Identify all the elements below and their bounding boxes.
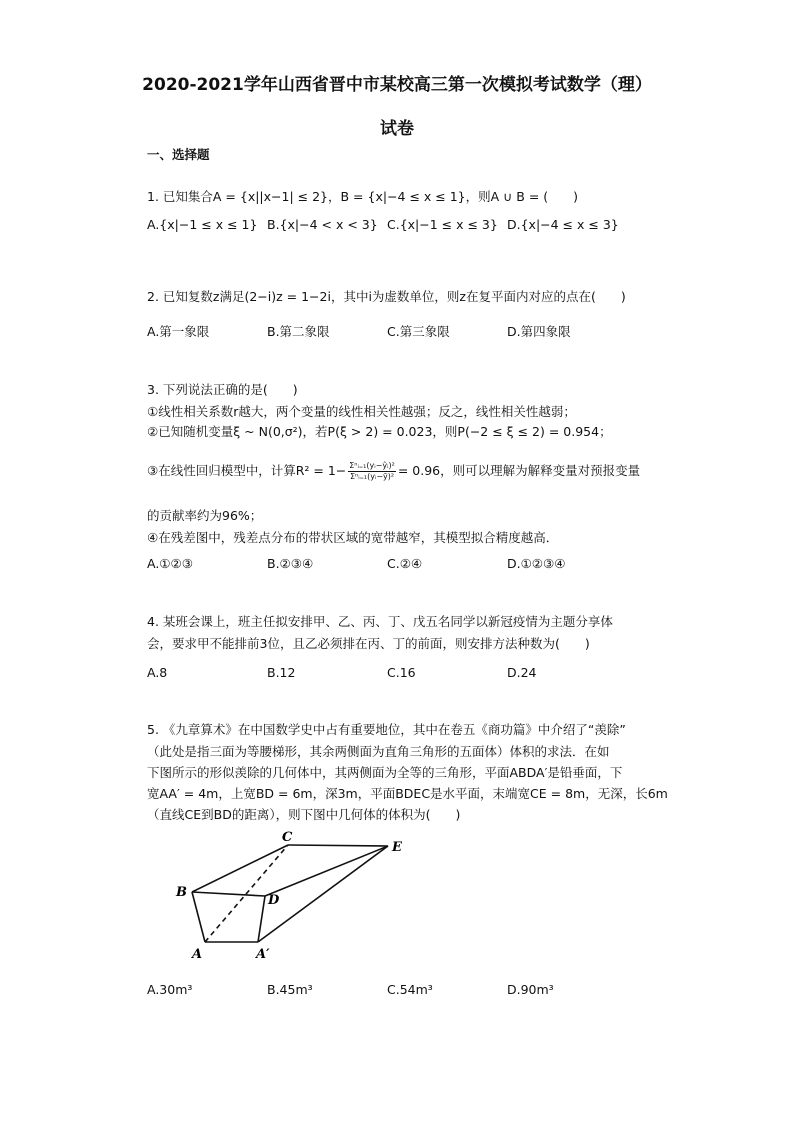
section-heading: 一、选择题 bbox=[147, 147, 210, 162]
label-b: B bbox=[176, 885, 187, 900]
q3-option-b[interactable]: B.②③④ bbox=[267, 556, 314, 571]
label-a: A bbox=[192, 947, 203, 962]
q3-statement-3-tail: = 0.96，则可以理解为解释变量对预报变量 bbox=[397, 463, 641, 478]
edge-ba bbox=[192, 892, 205, 942]
q5-option-d[interactable]: D.90m³ bbox=[507, 982, 554, 997]
q3-option-d[interactable]: D.①②③④ bbox=[507, 556, 566, 571]
q1-option-d[interactable]: D.{x|−4 ≤ x ≤ 3} bbox=[507, 217, 619, 232]
q3-statement-3-cont: 的贡献率约为96%； bbox=[147, 508, 263, 523]
q5-option-a[interactable]: A.30m³ bbox=[147, 982, 193, 997]
q4-stem-line2: 会，要求甲不能排前3位，且乙必须排在丙、丁的前面，则安排方法种数为( ) bbox=[147, 636, 590, 651]
q4-stem-line1: 4. 某班会课上，班主任拟安排甲、乙、丙、丁、戊五名同学以新冠疫情为主题分享体 bbox=[147, 614, 613, 629]
q5-stem-line4: 宽AA′ = 4m，上宽BD = 6m，深3m，平面BDEC是水平面，末端宽CE = 8m，无深，长6m bbox=[147, 786, 668, 801]
q5-stem-line3: 下图所示的形似羡除的几何体中，其两侧面为全等的三角形，平面ABDA′是铅垂面，下 bbox=[147, 765, 623, 780]
label-c: C bbox=[282, 830, 293, 845]
r-squared-fraction bbox=[348, 461, 396, 482]
q5-stem-line2: （此处是指三面为等腰梯形，其余两侧面为直角三角形的五面体）体积的求法．在如 bbox=[147, 744, 610, 759]
edge-da2 bbox=[258, 896, 265, 942]
q5-option-b[interactable]: B.45m³ bbox=[267, 982, 313, 997]
q2-option-c[interactable]: C.第三象限 bbox=[387, 324, 450, 339]
q4-option-c[interactable]: C.16 bbox=[387, 665, 416, 680]
q3-option-c[interactable]: C.②④ bbox=[387, 556, 423, 571]
label-d: D bbox=[268, 893, 280, 908]
edge-ce bbox=[288, 845, 388, 846]
q1-option-b[interactable]: B.{x|−4 < x < 3} bbox=[267, 217, 378, 232]
q5-option-c[interactable]: C.54m³ bbox=[387, 982, 433, 997]
q3-option-a[interactable]: A.①②③ bbox=[147, 556, 193, 571]
label-e: E bbox=[392, 840, 402, 855]
exam-title-line2: 试卷 bbox=[380, 119, 414, 139]
q3-statement-3-lead: ③在线性回归模型中，计算R² = 1− bbox=[147, 463, 347, 478]
q3-statement-3 bbox=[147, 461, 640, 482]
q3-stem: 3. 下列说法正确的是( ) bbox=[147, 382, 298, 397]
q4-option-d[interactable]: D.24 bbox=[507, 665, 537, 680]
q1-stem: 1. 已知集合A = {x||x−1| ≤ 2}，B = {x|−4 ≤ x ≤ 1}，则A ∪ B = ( ) bbox=[147, 189, 579, 204]
q2-option-a[interactable]: A.第一象限 bbox=[147, 324, 210, 339]
fraction-numerator: Σⁿᵢ₌₁(yᵢ−ŷᵢ)² bbox=[349, 461, 395, 470]
edge-bc bbox=[192, 845, 288, 892]
q2-stem: 2. 已知复数z满足(2−i)z = 1−2i，其中i为虚数单位，则z在复平面内对应的点在( ) bbox=[147, 289, 626, 304]
q4-option-b[interactable]: B.12 bbox=[267, 665, 296, 680]
geometry-figure bbox=[170, 830, 410, 965]
edge-bd bbox=[192, 892, 265, 896]
q1-option-a[interactable]: A.{x|−1 ≤ x ≤ 1} bbox=[147, 217, 258, 232]
q1-option-c[interactable]: C.{x|−1 ≤ x ≤ 3} bbox=[387, 217, 498, 232]
q3-statement-4: ④在残差图中，残差点分布的带状区域的宽带越窄，其模型拟合精度越高． bbox=[147, 530, 559, 545]
q3-statement-2: ②已知随机变量ξ ~ N(0,σ²)，若P(ξ > 2) = 0.023，则P(−2 ≤ ξ ≤ 2) = 0.954； bbox=[147, 424, 612, 439]
q5-stem-line1: 5. 《九章算术》在中国数学史中占有重要地位，其中在卷五《商功篇》中介绍了“羡除” bbox=[147, 722, 626, 737]
exam-title-line1: 2020-2021学年山西省晋中市某校高三第一次模拟考试数学（理） bbox=[142, 75, 652, 95]
q5-stem-line5: （直线CE到BD的距离），则下图中几何体的体积为( ) bbox=[147, 807, 461, 822]
q4-option-a[interactable]: A.8 bbox=[147, 665, 168, 680]
q2-option-b[interactable]: B.第二象限 bbox=[267, 324, 330, 339]
label-a-prime: A′ bbox=[256, 947, 270, 962]
q2-option-d[interactable]: D.第四象限 bbox=[507, 324, 571, 339]
fraction-denominator: Σⁿᵢ₌₁(yᵢ−ȳ)² bbox=[349, 472, 395, 481]
q3-statement-1: ①线性相关系数r越大，两个变量的线性相关性越强；反之，线性相关性越弱； bbox=[147, 404, 576, 419]
edge-de bbox=[265, 846, 388, 896]
